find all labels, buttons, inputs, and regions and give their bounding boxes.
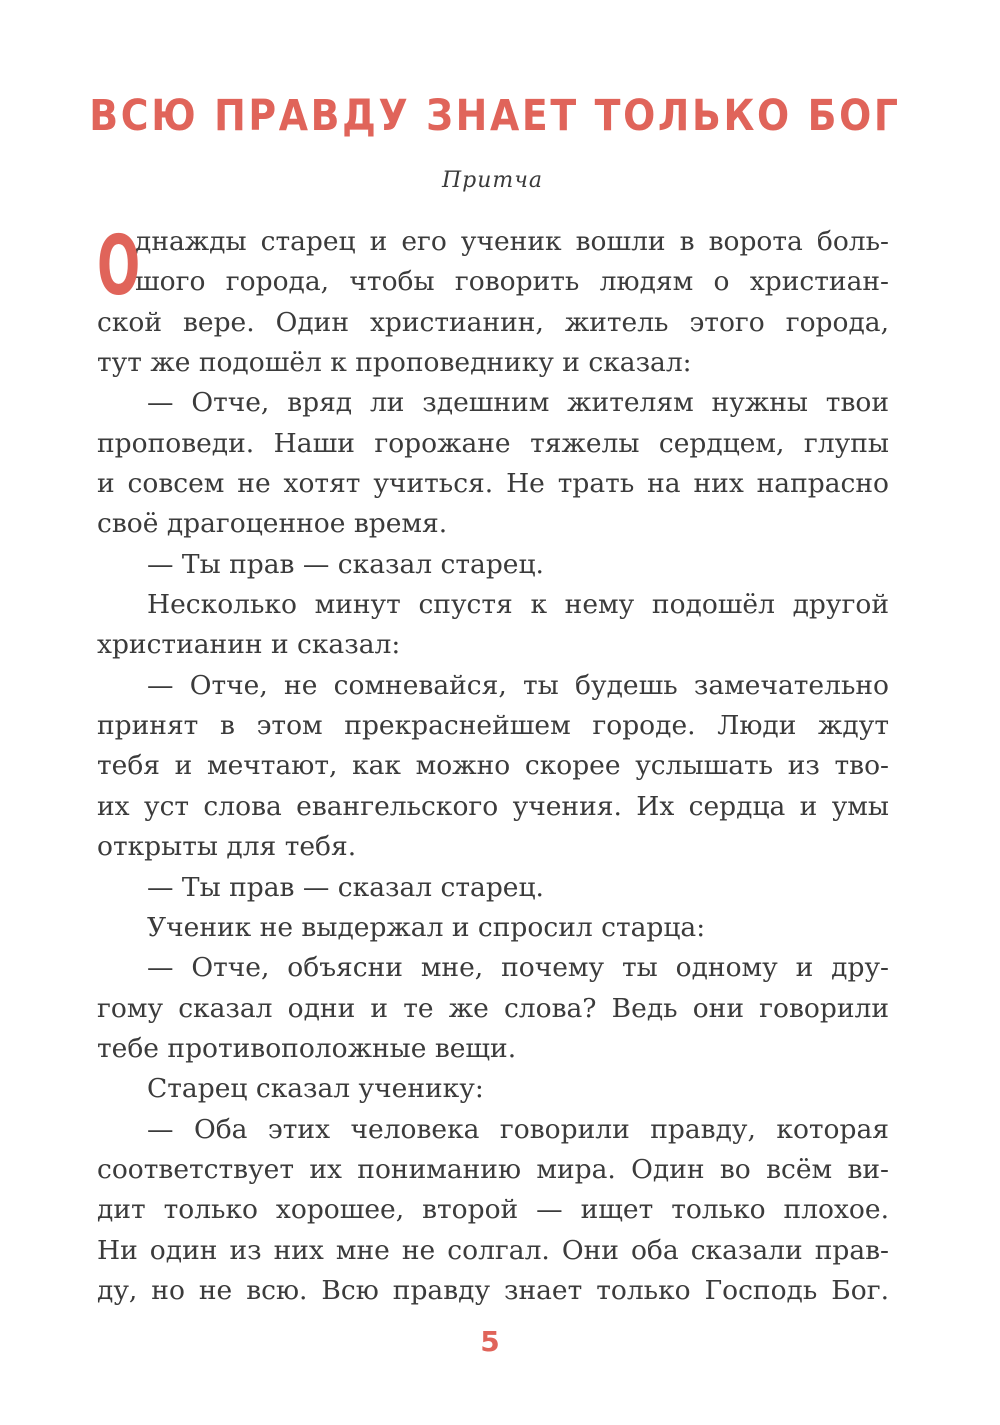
text-line: принят в этом прекраснейшем городе. Люди ждут	[97, 710, 889, 742]
text-line: тебя и мечтают, как можно скорее услышать из тво-	[97, 750, 889, 782]
parable-text	[97, 219, 889, 1311]
page-title: ВСЮ ПРАВДУ ЗНАЕТ ТОЛЬКО БОГ	[89, 91, 901, 141]
text-line: ду, но не всю. Всю правду знает только Господь Бог.	[97, 1274, 889, 1306]
text-line: — Отче, не сомневайся, ты будешь замечательно	[147, 669, 889, 701]
text-line: соответствует их пониманию мира. Один во всём ви-	[97, 1153, 889, 1185]
text-line: — Отче, вряд ли здешним жителям нужны твои	[147, 387, 889, 419]
page-number: 5	[480, 1325, 500, 1358]
page-subtitle: Притча	[441, 168, 544, 193]
text-line: — Оба этих человека говорили правду, которая	[147, 1113, 889, 1145]
text-line: гому сказал одни и те же слова? Ведь они говорили	[97, 992, 889, 1024]
text-line: — Ты прав — сказал старец.	[147, 548, 544, 580]
text-line: Ученик не выдержал и спросил старца:	[147, 911, 706, 943]
text-line: днажды старец и его ученик вошли в ворота боль-	[135, 226, 889, 257]
text-line: их уст слова евангельского учения. Их сердца и умы	[97, 790, 889, 822]
text-line: Несколько минут спустя к нему подошёл другой	[147, 589, 889, 621]
text-line: дит только хорошее, второй — ищет только плохое.	[97, 1194, 889, 1226]
text-line: ской вере. Один христианин, житель этого города,	[97, 306, 889, 338]
drop-cap: О	[97, 219, 141, 314]
text-line: открыты для тебя.	[97, 831, 357, 863]
text-line: и совсем не хотят учиться. Не трать на них напрасно	[97, 468, 889, 500]
text-line: тут же подошёл к проповеднику и сказал:	[97, 347, 692, 379]
text-line: тебе противоположные вещи.	[97, 1032, 517, 1064]
text-line: — Ты прав — сказал старец.	[147, 871, 544, 903]
text-line: шого города, чтобы говорить людям о христиан-	[135, 266, 889, 298]
text-line: Ни один из них мне не солгал. Они оба сказали прав-	[97, 1234, 889, 1266]
text-line: проповеди. Наши горожане тяжелы сердцем, глупы	[97, 427, 889, 459]
text-line: своё драгоценное время.	[97, 508, 448, 540]
text-line: Старец сказал ученику:	[147, 1073, 484, 1105]
text-line: христианин и сказал:	[97, 629, 401, 661]
text-line: — Отче, объясни мне, почему ты одному и дру-	[147, 952, 889, 984]
